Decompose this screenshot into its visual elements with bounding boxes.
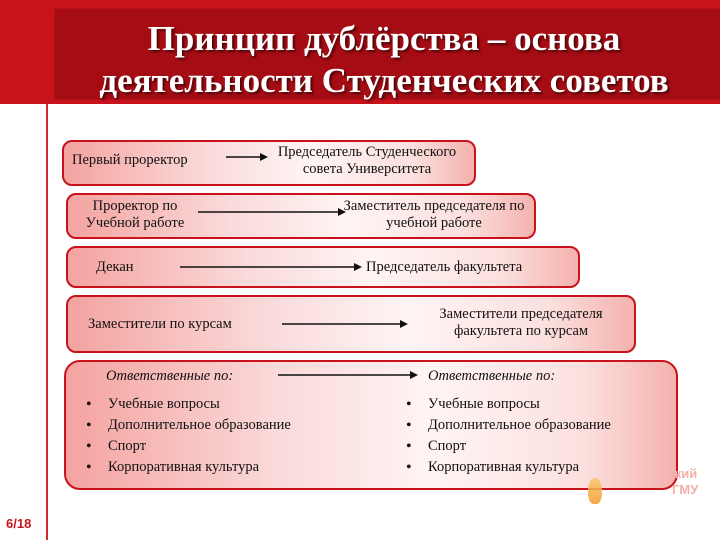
row-1-left-label: Первый проректор (72, 152, 188, 168)
row-3-left-label: Декан (96, 259, 134, 275)
watermark-line-2: ГМУ (672, 482, 699, 497)
row-4-left-label: Заместители по курсам (88, 316, 232, 332)
title-line-1: Принцип дублёрства – основа (147, 19, 621, 58)
flame-logo-icon (588, 478, 602, 504)
right-responsibilities-heading: Ответственные по: (428, 368, 556, 384)
list-item: • Корпоративная культура (406, 457, 611, 478)
arrow-icon (280, 317, 410, 331)
list-item: • Дополнительное образование (86, 415, 291, 436)
row-4-right-label: Заместители председателя факультета по курсам (439, 306, 603, 339)
list-item: • Дополнительное образование (406, 415, 611, 436)
page-title (54, 18, 714, 102)
row-2-right-label: Заместитель председателя по учебной работе (343, 198, 525, 231)
list-item: • Спорт (406, 436, 611, 457)
list-item: • Учебные вопросы (86, 394, 291, 415)
arrow-icon (178, 260, 364, 274)
page-number: 6/18 (6, 516, 32, 531)
watermark-logo (672, 466, 716, 502)
arrow-icon (196, 205, 348, 219)
row-1-right-label: Председатель Студенческого совета Университета (277, 144, 457, 177)
row-2-left-label: Проректор по Учебной работе (85, 198, 185, 231)
left-responsibilities-heading: Ответственные по: (106, 368, 234, 384)
right-responsibilities-list (406, 394, 611, 478)
title-line-2: деятельности Студенческих советов (99, 61, 669, 100)
left-responsibilities-list (86, 394, 291, 478)
watermark-line-1: жий (672, 466, 698, 481)
left-divider (46, 104, 48, 540)
list-item: • Учебные вопросы (406, 394, 611, 415)
row-3-right-label: Председатель факультета (366, 259, 523, 275)
list-item: • Корпоративная культура (86, 457, 291, 478)
list-item: • Спорт (86, 436, 291, 457)
arrow-icon (276, 368, 420, 382)
